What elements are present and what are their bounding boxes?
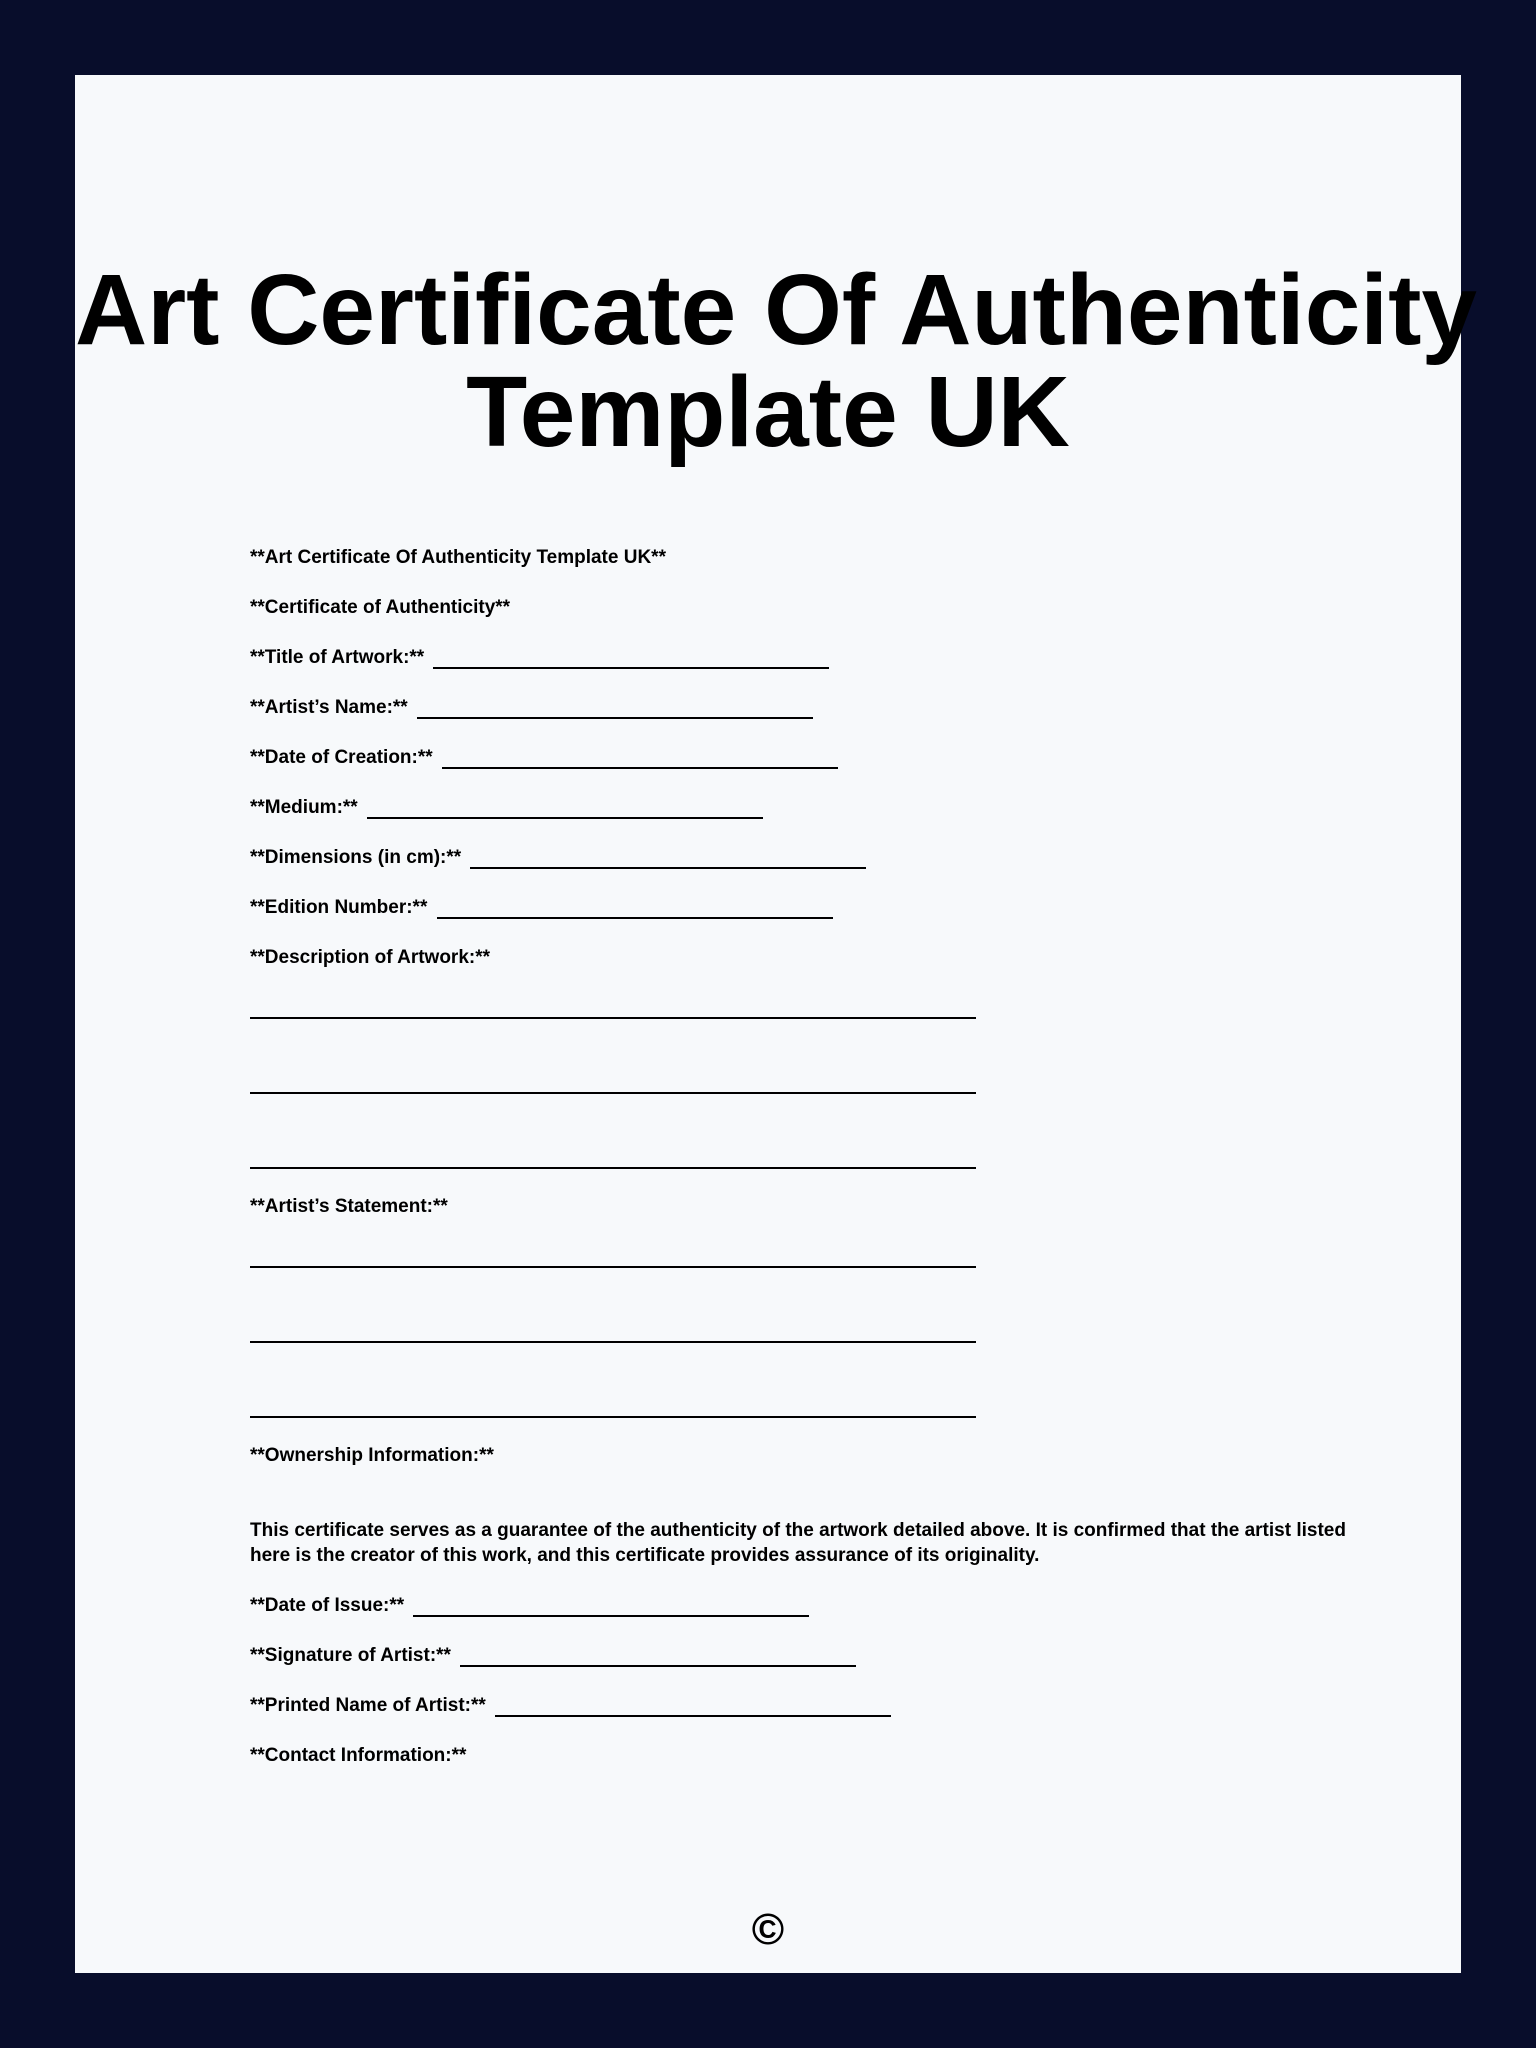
- signature-blank[interactable]: [460, 1665, 856, 1667]
- statement-blank-1[interactable]: [250, 1266, 976, 1268]
- title-of-artwork-blank[interactable]: [433, 667, 829, 669]
- description-blank-2[interactable]: [250, 1092, 976, 1094]
- field-label: **Dimensions (in cm):**: [250, 847, 462, 868]
- form-header: **Art Certificate Of Authenticity Template UK**: [250, 547, 666, 568]
- form-subheader: **Certificate of Authenticity**: [250, 597, 511, 618]
- edition-number-blank[interactable]: [437, 917, 833, 919]
- statement-blank-2[interactable]: [250, 1341, 976, 1343]
- date-of-creation-blank[interactable]: [442, 767, 838, 769]
- statement-blank-3[interactable]: [250, 1416, 976, 1418]
- field-label: **Date of Issue:**: [250, 1595, 405, 1616]
- field-date-of-issue: [250, 1593, 1350, 1618]
- page-title-line-1: Art Certificate Of Authenticity: [75, 254, 1478, 366]
- statement-label: **Artist’s Statement:**: [250, 1196, 448, 1217]
- copyright-icon: ©: [751, 1905, 785, 1954]
- printed-name-blank[interactable]: [495, 1715, 891, 1717]
- field-artists-name: [250, 695, 1350, 720]
- dimensions-blank[interactable]: [470, 867, 866, 869]
- field-label: **Edition Number:**: [250, 897, 428, 918]
- medium-blank[interactable]: [367, 817, 763, 819]
- field-medium: [250, 795, 1350, 820]
- page-title-line-2: Template UK: [466, 356, 1070, 468]
- ownership-label: **Ownership Information:**: [250, 1445, 494, 1466]
- field-label: **Date of Creation:**: [250, 747, 433, 768]
- certificate-form: [250, 545, 1350, 1793]
- field-label: **Medium:**: [250, 797, 358, 818]
- description-lines: [250, 1017, 1350, 1169]
- contact-information-label: **Contact Information:**: [250, 1745, 467, 1766]
- statement-lines: [250, 1266, 1350, 1418]
- field-date-of-creation: [250, 745, 1350, 770]
- artists-name-blank[interactable]: [417, 717, 813, 719]
- field-dimensions: [250, 845, 1350, 870]
- field-title-of-artwork: [250, 645, 1350, 670]
- description-blank-1[interactable]: [250, 1017, 976, 1019]
- date-of-issue-blank[interactable]: [413, 1615, 809, 1617]
- field-signature-of-artist: [250, 1643, 1350, 1668]
- page-title: [75, 254, 1478, 468]
- field-printed-name: [250, 1693, 1350, 1718]
- field-label: **Title of Artwork:**: [250, 647, 425, 668]
- certificate-page: [75, 75, 1478, 1973]
- description-label: **Description of Artwork:**: [250, 947, 490, 968]
- description-blank-3[interactable]: [250, 1167, 976, 1169]
- field-label: **Printed Name of Artist:**: [250, 1695, 486, 1716]
- field-label: **Artist’s Name:**: [250, 697, 408, 718]
- field-label: **Signature of Artist:**: [250, 1645, 451, 1666]
- ownership-paragraph: This certificate serves as a guarantee of the authenticity of the artwork detailed above. It is confirmed that the artist listed here is the creator of this work, and this certificate provides assurance of its originality.: [250, 1520, 1346, 1566]
- field-edition-number: [250, 895, 1350, 920]
